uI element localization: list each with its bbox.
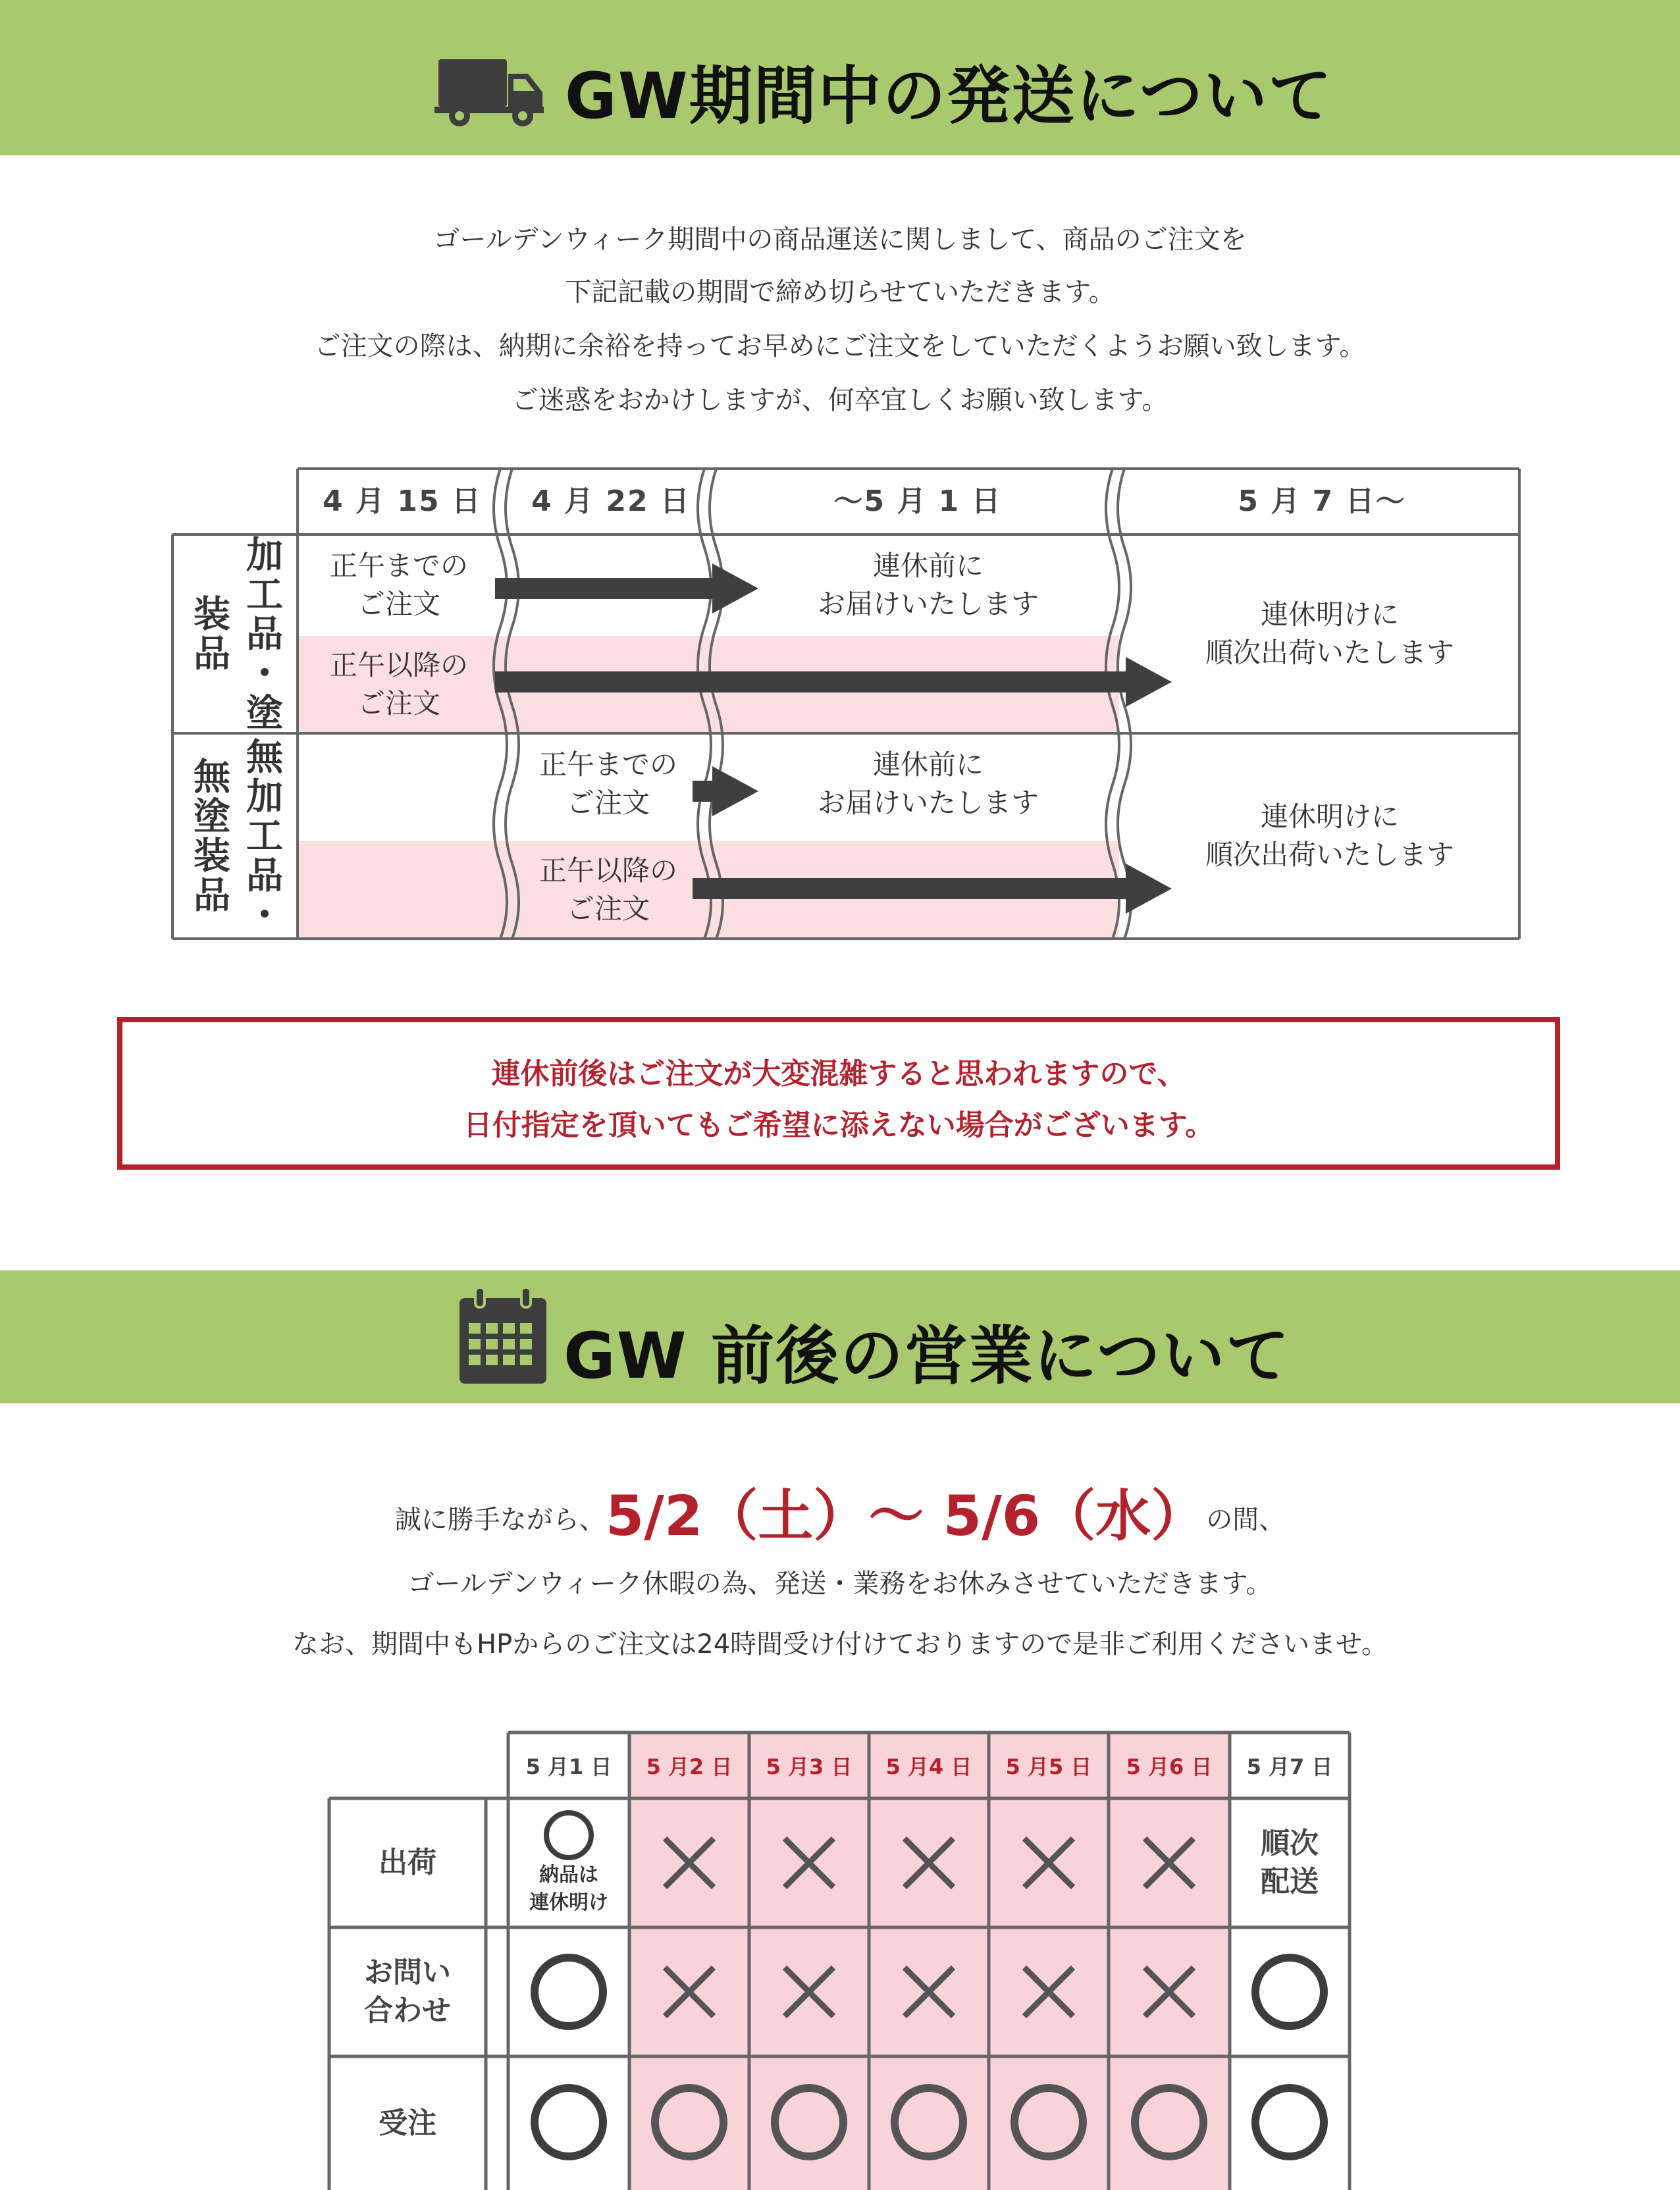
before-noon-order: 正午までの ご注文	[329, 550, 468, 620]
cross-icon	[1109, 1927, 1230, 2056]
shipping-header-date: 4 月 15 日	[323, 484, 482, 518]
shipping-note: 納品は 連休明け	[529, 1864, 608, 1914]
day-header: 5 月2 日	[646, 1754, 733, 1779]
circle-icon	[989, 2056, 1109, 2188]
section2-title: GW 前後の営業について	[564, 1319, 1291, 1393]
circle-icon	[542, 1809, 595, 1862]
cross-icon	[629, 1927, 749, 2056]
shipping-may7-cell: 順次 配送	[1261, 1827, 1319, 1898]
section1-paragraph: ゴールデンウィーク期間中の商品運送に関しまして、商品のご注文を	[433, 224, 1247, 255]
deliver-before-holiday: 連休前に お届けいたします	[817, 748, 1039, 819]
day-header: 5 月5 日	[1005, 1754, 1092, 1779]
section2-paragraph: なお、期間中もHPからのご注文は24時間受け付けておりますので是非ご利用くださいませ。	[292, 1629, 1388, 1659]
circle-icon	[508, 2056, 629, 2188]
ship-after-holiday: 連休明けに 順次出荷いたします	[1205, 800, 1454, 871]
circle-icon	[629, 2056, 749, 2188]
shipping-may1-cell	[508, 1798, 629, 1927]
shipping-header-date: 5 月 7 日～	[1238, 484, 1406, 518]
cross-icon	[869, 1798, 989, 1927]
section1-paragraph: ご注文の際は、納期に余裕を持ってお早めにご注文をしていただくようお願い致します。	[314, 331, 1366, 361]
intro-suffix: の間、	[1206, 1505, 1286, 1535]
cross-icon	[869, 1927, 989, 2056]
circle-icon	[1230, 2056, 1350, 2188]
day-header: 5 月7 日	[1246, 1754, 1333, 1779]
circle-icon	[749, 2056, 869, 2188]
day-header: 5 月3 日	[766, 1754, 853, 1779]
day-header: 5 月4 日	[885, 1754, 972, 1779]
shipping-header-date: 4 月 22 日	[531, 484, 691, 518]
row-label-shipping: 出荷	[379, 1846, 436, 1879]
before-noon-order: 正午までの ご注文	[538, 748, 677, 819]
row-label-inquiry: お問い 合わせ	[364, 1956, 451, 2027]
cross-icon	[749, 1927, 869, 2056]
notice-line: 連休前後はご注文が大変混雑すると思われますので、	[491, 1057, 1186, 1091]
after-noon-order: 正午以降の ご注文	[538, 854, 677, 925]
notice-line: 日付指定を頂いてもご希望に添えない場合がございます。	[463, 1108, 1215, 1142]
row-label-orders: 受注	[379, 2106, 436, 2140]
circle-icon	[508, 1927, 629, 2056]
cross-icon	[749, 1798, 869, 1927]
section1-paragraph: 下記記載の期間で締め切らせていただきます。	[565, 277, 1115, 307]
cross-icon	[1109, 1798, 1230, 1927]
cross-icon	[989, 1927, 1109, 2056]
shipping-header-date: ～5 月 1 日	[833, 484, 1002, 518]
cross-icon	[989, 1798, 1109, 1927]
row-label-processed: 加工品・塗装品	[188, 535, 283, 733]
ship-after-holiday: 連休明けに 順次出荷いたします	[1205, 598, 1454, 669]
day-header: 5 月1 日	[525, 1754, 612, 1779]
circle-icon	[1109, 2056, 1230, 2188]
after-noon-order: 正午以降の ご注文	[329, 649, 468, 719]
section2-paragraph: ゴールデンウィーク休暇の為、発送・業務をお休みさせていただきます。	[407, 1569, 1273, 1599]
day-header: 5 月6 日	[1126, 1754, 1213, 1779]
section1-paragraph: ご迷惑をおかけしますが、何卒宜しくお願い致します。	[512, 385, 1168, 415]
section1-title: GW期間中の発送について	[565, 59, 1333, 133]
row-label-unprocessed: 無加工品・無塗装品	[188, 737, 283, 935]
cross-icon	[629, 1798, 749, 1927]
circle-icon	[1230, 1927, 1350, 2056]
deliver-before-holiday: 連休前に お届けいたします	[817, 550, 1039, 620]
holiday-dates: 5/2（土）～ 5/6（水）	[605, 1484, 1207, 1548]
circle-icon	[869, 2056, 989, 2188]
intro-prefix: 誠に勝手ながら、	[394, 1505, 606, 1535]
